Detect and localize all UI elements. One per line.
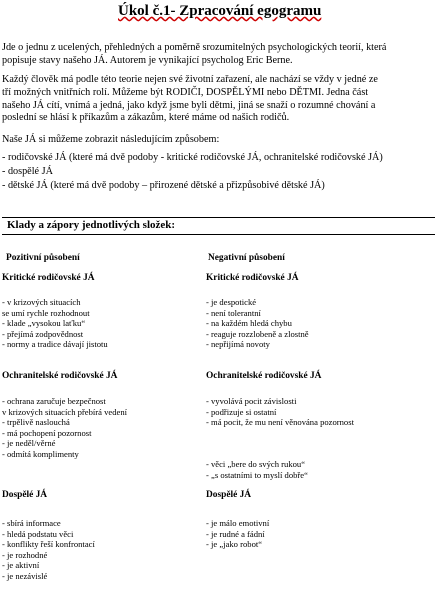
list-item: - podřizuje si ostatní (206, 406, 277, 417)
schema-intro: Naše JÁ si můžeme zobrazit následujícím způsobem: (2, 134, 220, 145)
intro-paragraph (2, 42, 386, 68)
list-item: - věci „bere do svých rukou“ (206, 459, 306, 469)
right-group-title: Kritické rodičovské JÁ (206, 273, 299, 283)
list-item: - je despotické (206, 297, 257, 307)
list-item: - není tolerantní (206, 307, 261, 318)
list-item: - v krizových situacích (2, 297, 81, 307)
right-group-list (206, 297, 309, 350)
right-group-list (206, 396, 354, 428)
theory-line: tří možných vnitřních rolí. Můžeme být RODIČI, DOSPĚLÝMI nebo DĚTMI. Jedna část (2, 86, 369, 98)
list-item: - je neděl/věrné (2, 438, 56, 449)
list-item: - je aktivní (2, 560, 40, 571)
list-item: - „s ostatními to myslí dobře“ (206, 469, 308, 480)
list-item: - je rudné a fádní (206, 528, 265, 539)
left-column-heading: Pozitivní působení (6, 253, 80, 263)
state-item: - dětské JÁ (které má dvě podoby – přirozené dětské a přizpůsobivé dětské JÁ) (2, 180, 325, 191)
list-item: - je rozhodné (2, 549, 48, 560)
list-item: - na každém hledá chybu (206, 318, 292, 329)
list-item: - nepřijímá novoty (206, 339, 270, 350)
list-item: - má pocit, že mu není věnována pozornost (206, 417, 354, 428)
theory-paragraph (2, 74, 378, 125)
list-item: - má pochopení pozornost (2, 427, 92, 438)
theory-line: Každý člověk má podle této teorie nejen své životní zařazení, ale nachází se vždy v jedné ze (2, 74, 378, 85)
page-title-text: Úkol č.1- Zpracování egogramu (118, 3, 322, 19)
list-item: - konflikty řeší konfrontací (2, 539, 95, 550)
state-item: - rodičovské JÁ (které má dvě podoby - kritické rodičovské JÁ, ochranitelské rodičovské JÁ) (2, 152, 383, 163)
right-group-list (206, 518, 269, 550)
list-item: se umí rychle rozhodnout (2, 307, 90, 318)
section-title: Klady a zápory jednotlivých složek: (7, 219, 176, 231)
left-group-title: Kritické rodičovské JÁ (2, 273, 95, 283)
intro-line: popisuje stavy našeho JÁ. Autorem je vynikající psycholog Eric Berne. (2, 54, 293, 66)
section-header (2, 217, 435, 235)
list-item: - je „jako robot“ (206, 539, 263, 550)
list-item: - trpělivě naslouchá (2, 417, 70, 428)
list-item: - normy a tradice dávají jistotu (2, 339, 108, 350)
list-item: - je málo emotivní (206, 518, 270, 528)
list-item: - vyvolává pocit závislosti (206, 396, 297, 406)
list-item: - je nezávislé (2, 570, 48, 581)
right-group-list (206, 459, 308, 480)
right-group-title: Dospělé JÁ (206, 490, 252, 500)
page-title (118, 3, 321, 20)
left-group-list (2, 518, 95, 582)
intro-line: Jde o jednu z ucelených, přehledných a poměrně srozumitelných psychologických teorií, která (2, 42, 387, 53)
left-group-title: Dospělé JÁ (2, 490, 48, 500)
right-group-title: Ochranitelské rodičovské JÁ (206, 371, 322, 381)
list-item: - klade „vysokou laťku“ (2, 318, 86, 329)
list-item: - sbírá informace (2, 518, 61, 528)
left-group-list (2, 396, 127, 460)
list-item: - přejímá zodpovědnost (2, 328, 84, 339)
list-item: - reaguje rozzlobeně a zlostně (206, 328, 309, 339)
right-column-heading: Negativní působení (208, 253, 285, 263)
state-item: - dospělé JÁ (2, 166, 53, 177)
list-item: - odmítá komplimenty (2, 448, 79, 459)
theory-line: našeho JÁ cítí, vnímá a jedná, jako když jsme byli dětmi, jiná se snaží o rozumné chování a (2, 99, 376, 111)
list-item: - ochrana zaručuje bezpečnost (2, 396, 106, 406)
left-group-title: Ochranitelské rodičovské JÁ (2, 371, 118, 381)
list-item: - hledá podstatu věci (2, 528, 74, 539)
left-group-list (2, 297, 108, 350)
theory-line: poslední se hlásí k příkazům a zákazům, které máme od našich rodičů. (2, 112, 290, 124)
list-item: v krizových situacích přebírá vedení (2, 406, 128, 417)
